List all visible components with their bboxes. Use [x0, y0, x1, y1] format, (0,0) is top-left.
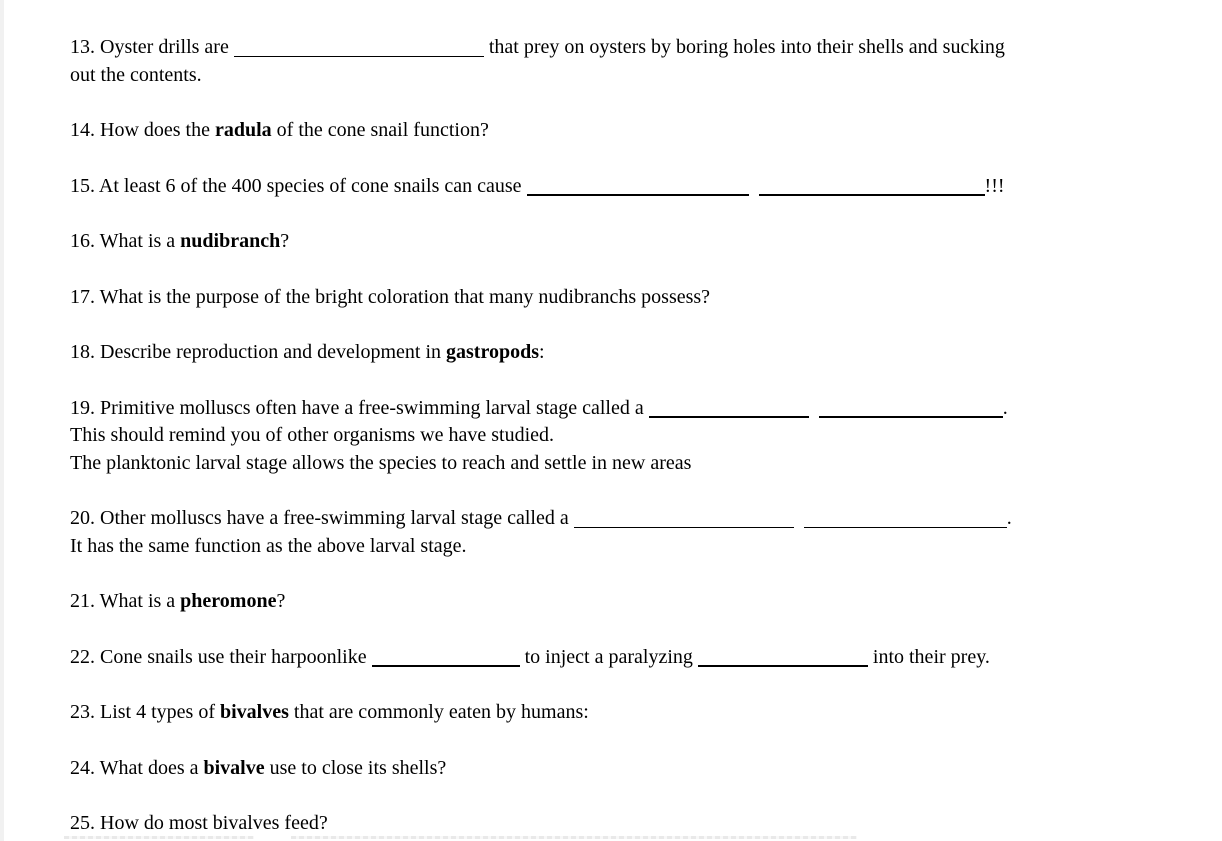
cutoff-text-remnant — [64, 836, 254, 839]
fill-in-blank — [804, 527, 1007, 528]
question-text: The planktonic larval stage allows the species to reach and settle in new areas — [70, 451, 692, 474]
question-20-line-2 — [70, 533, 1210, 561]
question-19-line-3 — [70, 450, 1210, 478]
question-text: to inject a paralyzing — [519, 645, 698, 668]
fill-in-blank — [574, 527, 794, 528]
question-text: 14. How does the — [70, 119, 215, 141]
question-17-line-1 — [70, 284, 1210, 312]
question-text: !!! — [984, 174, 1005, 197]
question-text: 16. What is a — [70, 230, 181, 252]
question-text: that are commonly eaten by humans: — [288, 701, 589, 723]
question-text: It has the same function as the above larval stage. — [70, 534, 467, 557]
fill-in-blank — [372, 665, 520, 666]
cutoff-text-remnant — [291, 836, 857, 839]
vocabulary-term: radula — [214, 119, 272, 141]
question-24-line-1 — [70, 755, 1210, 783]
question-23 — [70, 699, 1210, 727]
question-text: 21. What is a — [70, 590, 181, 612]
page-left-edge — [0, 0, 4, 841]
question-text: of the cone snail function? — [271, 119, 489, 141]
question-text: that prey on oysters by boring holes into their shells and sucking — [483, 36, 1005, 58]
vocabulary-term: nudibranch — [180, 230, 281, 252]
question-20-line-1 — [70, 505, 1210, 533]
question-text: ? — [276, 590, 286, 612]
question-text: 18. Describe reproduction and development in — [70, 341, 446, 363]
question-text: . — [1002, 396, 1008, 419]
fill-in-blank — [819, 416, 1003, 417]
question-13 — [70, 34, 1210, 89]
question-text: 17. What is the purpose of the bright coloration that many nudibranchs possess? — [70, 285, 711, 308]
question-text: 25. How do most bivalves feed? — [70, 812, 328, 834]
question-16-line-1 — [70, 228, 1210, 256]
question-17 — [70, 284, 1210, 312]
question-text: 23. List 4 types of — [70, 701, 220, 723]
question-22-line-1 — [70, 644, 1210, 672]
fill-in-blank — [698, 665, 868, 666]
question-14 — [70, 117, 1210, 145]
question-25 — [70, 810, 1210, 838]
question-18-line-1 — [70, 339, 1210, 367]
question-13-line-1 — [70, 34, 1210, 62]
question-15-line-1 — [70, 173, 1210, 201]
question-19 — [70, 395, 1210, 478]
question-text: out the contents. — [70, 63, 202, 86]
question-25-line-1 — [70, 810, 1210, 838]
question-text: into their prey. — [867, 645, 990, 668]
question-text — [794, 507, 804, 529]
question-18 — [70, 339, 1210, 367]
question-21 — [70, 588, 1210, 616]
fill-in-blank — [527, 194, 749, 195]
question-text: : — [539, 341, 545, 363]
question-text: 13. Oyster drills are — [70, 36, 234, 58]
question-19-line-1 — [70, 395, 1210, 423]
vocabulary-term: bivalves — [220, 701, 289, 723]
question-13-line-2 — [70, 62, 1210, 90]
question-text — [809, 397, 819, 419]
question-23-line-1 — [70, 699, 1210, 727]
question-14-line-1 — [70, 117, 1210, 145]
question-24 — [70, 755, 1210, 783]
question-text: This should remind you of other organisms we have studied. — [70, 424, 555, 446]
fill-in-blank — [759, 194, 985, 195]
question-15 — [70, 173, 1210, 201]
worksheet-page — [70, 34, 1210, 838]
question-text: 22. Cone snails use their harpoonlike — [70, 645, 372, 668]
question-text: 19. Primitive molluscs often have a free-swimming larval stage called a — [70, 396, 649, 419]
vocabulary-term: gastropods — [446, 341, 539, 363]
question-text: 24. What does a — [70, 756, 204, 779]
question-text: . — [1006, 507, 1012, 529]
vocabulary-term: bivalve — [203, 756, 265, 779]
fill-in-blank — [649, 416, 809, 417]
question-22 — [70, 644, 1210, 672]
question-16 — [70, 228, 1210, 256]
fill-in-blank — [234, 56, 484, 57]
question-text — [749, 175, 759, 197]
question-text: use to close its shells? — [264, 756, 447, 779]
vocabulary-term: pheromone — [180, 590, 277, 612]
question-text: 20. Other molluscs have a free-swimming larval stage called a — [70, 507, 574, 529]
question-19-line-2 — [70, 422, 1210, 450]
question-21-line-1 — [70, 588, 1210, 616]
question-text: 15. At least 6 of the 400 species of cone snails can cause — [70, 174, 527, 197]
question-text: ? — [280, 230, 290, 252]
question-20 — [70, 505, 1210, 560]
